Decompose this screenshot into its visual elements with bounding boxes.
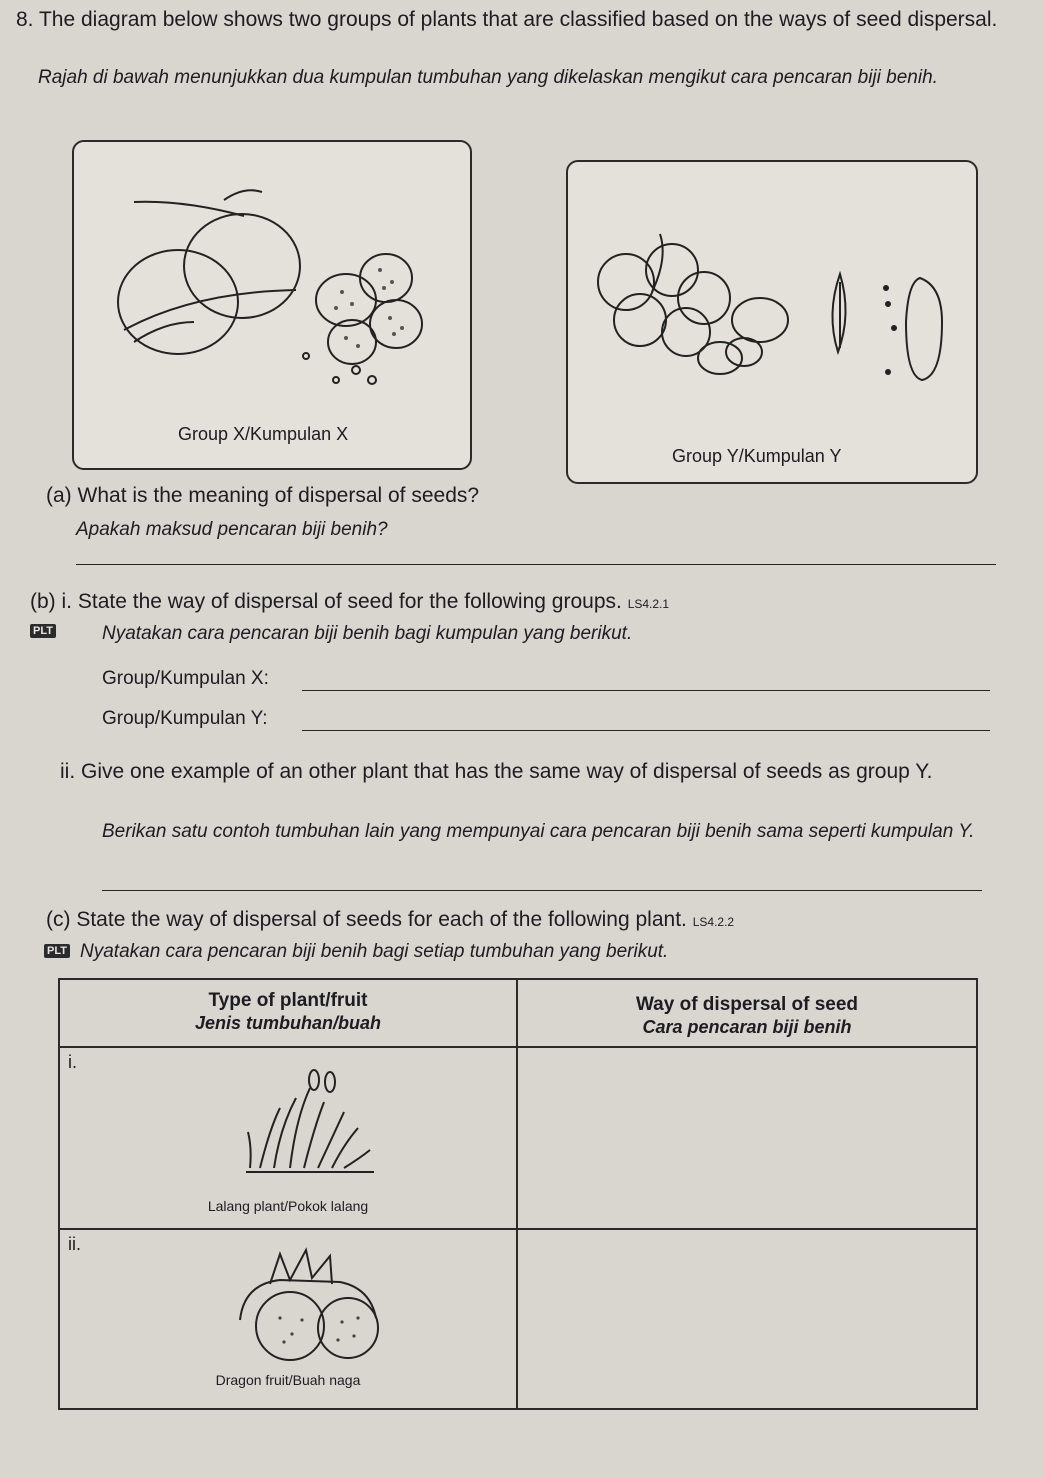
- col2-english: Way of dispersal of seed: [635, 994, 859, 1015]
- answer-line-group-y[interactable]: [302, 730, 990, 731]
- part-c-english: State the way of dispersal of seeds for each of the following plant.: [76, 908, 687, 931]
- panel-group-x: [72, 140, 472, 470]
- plt-badge-c: PLT: [44, 944, 70, 958]
- plant-cell-dragon-fruit: [59, 1229, 517, 1409]
- intro-malay: Rajah di bawah menunjukkan dua kumpulan tumbuhan yang dikelaskan mengikut cara pencaran biji benih.: [38, 67, 938, 88]
- part-b-ii-question: [60, 760, 1020, 784]
- question-intro: [16, 8, 1036, 32]
- part-b-ii-label: ii.: [60, 760, 76, 783]
- part-a-malay: Apakah maksud pencaran biji benih?: [76, 519, 388, 540]
- header-cell-plant: [59, 979, 517, 1047]
- dispersal-table: [58, 978, 978, 1410]
- answer-cell-lalang[interactable]: [517, 1047, 977, 1229]
- table-row: [59, 1047, 977, 1229]
- panel-group-y: [566, 160, 978, 484]
- part-a-english: What is the meaning of dispersal of seeds?: [77, 484, 480, 507]
- part-b-i-malay: Nyatakan cara pencaran biji benih bagi kumpulan yang berikut.: [102, 623, 633, 644]
- answer-line-group-x[interactable]: [302, 690, 990, 691]
- col1-english: Type of plant/fruit: [208, 990, 368, 1011]
- part-a-label: (a): [46, 484, 72, 507]
- part-c-malay: Nyatakan cara pencaran biji benih bagi setiap tumbuhan yang berikut.: [80, 941, 669, 962]
- col2-malay: Cara pencaran biji benih: [642, 1017, 852, 1037]
- group-y-prompt: Group/Kumpulan Y:: [102, 708, 268, 729]
- answer-line-b-ii[interactable]: [102, 890, 982, 891]
- lalang-plant-icon: [240, 1068, 380, 1178]
- intro-english: The diagram below shows two groups of plants that are classified based on the ways of seed dispersal.: [38, 8, 998, 31]
- part-b-i-label: i.: [61, 590, 73, 613]
- fruit-seed-illustration: [568, 162, 976, 482]
- part-b-ii-malay: Berikan satu contoh tumbuhan lain yang mempunyai cara pencaran biji benih sama seperti kumpulan Y.: [102, 821, 975, 842]
- part-c-ref: LS4.2.2: [692, 915, 735, 929]
- col1-malay: Jenis tumbuhan/buah: [194, 1013, 381, 1033]
- question-number: 8.: [16, 8, 34, 31]
- row-1-number: i.: [68, 1052, 77, 1072]
- row-2-number: ii.: [68, 1234, 81, 1254]
- dragon-fruit-caption: Dragon fruit/Buah naga: [215, 1372, 361, 1388]
- part-c-question: [46, 908, 1026, 934]
- part-a-question: [46, 484, 479, 508]
- table-header-row: [59, 979, 977, 1047]
- part-b-i-english: State the way of dispersal of seed for the following groups.: [77, 590, 622, 613]
- plt-badge-b: PLT: [30, 624, 56, 638]
- part-b-i-question: [30, 590, 1030, 616]
- lalang-caption: Lalang plant/Pokok lalang: [207, 1198, 369, 1214]
- answer-line-a[interactable]: [76, 564, 996, 565]
- table-row: [59, 1229, 977, 1409]
- coconut-lotus-illustration: [74, 142, 470, 468]
- part-b-ii-english: Give one example of an other plant that has the same way of dispersal of seeds as group Y.: [81, 760, 933, 783]
- part-b-label: (b): [30, 590, 56, 613]
- group-x-caption: Group X/Kumpulan X: [178, 424, 349, 444]
- dragon-fruit-icon: [220, 1244, 400, 1364]
- group-x-prompt: Group/Kumpulan X:: [102, 668, 269, 689]
- header-cell-dispersal: [517, 979, 977, 1047]
- plant-cell-lalang: [59, 1047, 517, 1229]
- part-b-i-ref: LS4.2.1: [627, 597, 670, 611]
- answer-cell-dragon-fruit[interactable]: [517, 1229, 977, 1409]
- group-y-caption: Group Y/Kumpulan Y: [672, 446, 842, 466]
- part-c-label: (c): [46, 908, 71, 931]
